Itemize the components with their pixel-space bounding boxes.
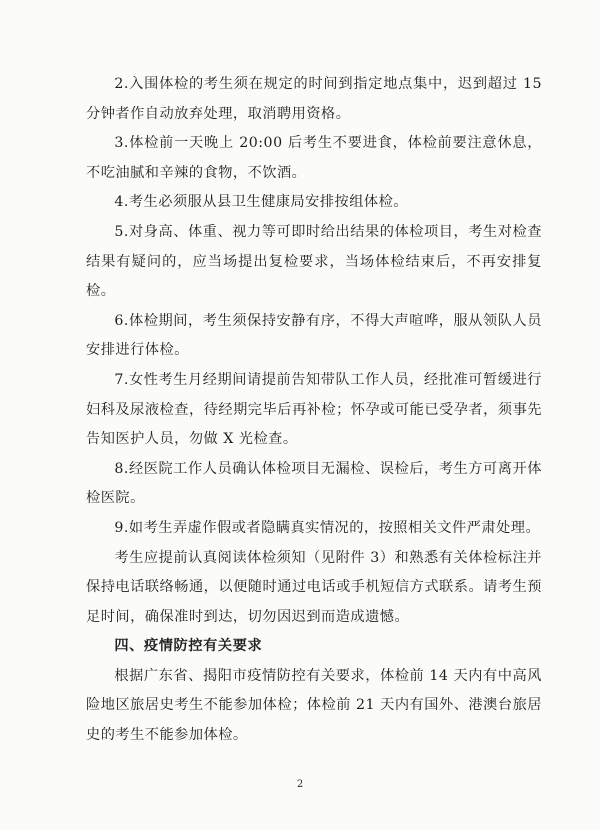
- paragraph-item-5: 5.对身高、体重、视力等可即时给出结果的体检项目，考生对检查结果有疑问的，应当场提出复检要求，当场体检结束后，不再安排复检。: [86, 223, 542, 300]
- reading-notice-paragraph: 考生应提前认真阅读体检须知（见附件 3）和熟悉有关体检标注并保持电话联络畅通，以便随时通过电话或手机短信方式联系。请考生预足时间，确保准时到达，切勿因迟到而造成遗憾。: [86, 549, 542, 625]
- epidemic-requirements-paragraph: 根据广东省、揭阳市疫情防控有关要求，体检前 14 天内有中高风险地区旅居史考生不能参加体检；体检前 21 天内有国外、港澳台旅居史的考生不能参加体检。: [86, 667, 542, 744]
- paragraph-item-9: 9.如考生弄虚作假或者隐瞒真实情况的，按照相关文件严肃处理。: [114, 519, 541, 536]
- section-heading-epidemic: 四、疫情防控有关要求: [114, 638, 263, 655]
- paragraph-item-3: 3.体检前一天晚上 20:00 后考生不要进食，体检前要注意休息，不吃油腻和辛辣的食物，不饮酒。: [86, 135, 542, 181]
- page-number: 2: [296, 779, 304, 790]
- paragraph-item-6: 6.体检期间，考生须保持安静有序，不得大声喧哗，服从领队人员安排进行体检。: [86, 312, 542, 359]
- paragraph-item-4: 4.考生必须服从县卫生健康局安排按组体检。: [114, 194, 408, 211]
- paragraph-item-7: 7.女性考生月经期间请提前告知带队工作人员，经批准可暂缓进行妇科及尿液检查，待经期完毕后再补检；怀孕或可能已受孕者，须事先告知医护人员，勿做 X 光检查。: [86, 371, 542, 448]
- paragraph-item-8: 8.经医院工作人员确认体检项目无漏检、误检后，考生方可离开体检医院。: [86, 460, 542, 507]
- paragraph-item-2: 2.入围体检的考生须在规定的时间到指定地点集中，迟到超过 15 分钟者作自动放弃处理，取消聘用资格。: [86, 76, 542, 122]
